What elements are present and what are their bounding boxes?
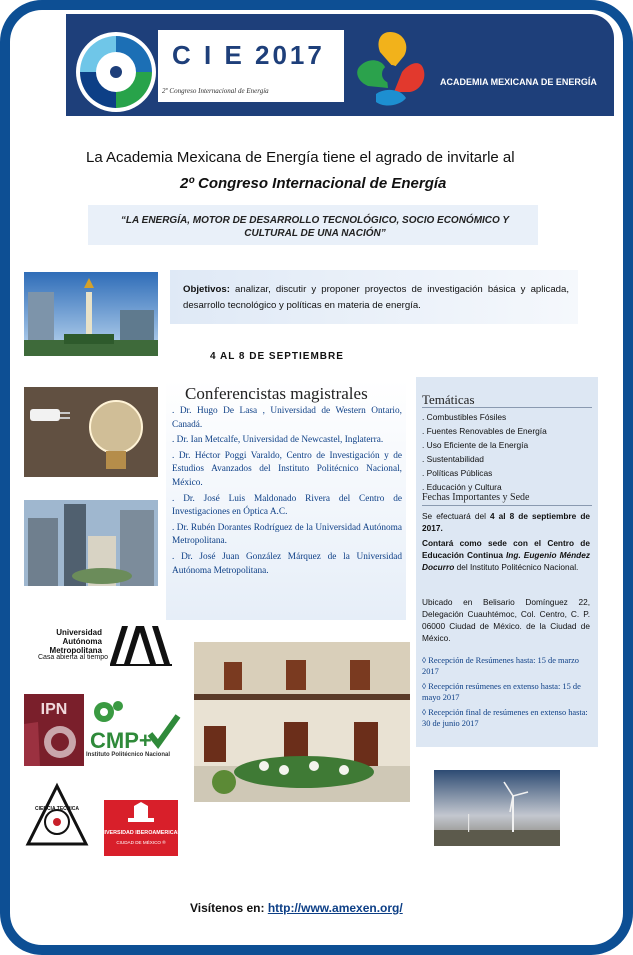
wind-turbines-photo: [434, 770, 560, 846]
cie-swirl-logo: [74, 30, 158, 114]
deadline-item: ◊ Recepción final de resúmenes en extenso hasta: 30 de junio 2017: [422, 707, 588, 729]
topic-item: . Uso Eficiente de la Energía: [422, 440, 529, 450]
topics-title: Temáticas: [422, 392, 475, 407]
motto: [100, 214, 530, 240]
cmp-logo-text: CMP+: [90, 728, 152, 753]
held-prefix: Se efectuará del: [422, 511, 490, 521]
speaker-item: . Dr. Rubén Dorantes Rodríguez de la Universidad Autónoma Metropolitana.: [172, 522, 402, 547]
event-subtitle: 2º Congreso Internacional de Energía: [162, 87, 269, 95]
uam-logo: [108, 624, 174, 666]
ct-logo-text: CIENCIA TECNICA: [35, 806, 79, 812]
speakers-list: [172, 405, 402, 580]
courtyard-photo: [194, 642, 410, 802]
dates-divider: [422, 505, 592, 506]
ibero-city: CIUDAD DE MÉXICO ®: [116, 840, 166, 845]
speaker-item: . Dr. Ian Metcalfe, Universidad de Newcastel, Inglaterra.: [172, 435, 384, 446]
topics-list: [422, 410, 547, 494]
amexen-triangle-logo: [350, 28, 432, 110]
topic-item: . Combustibles Fósiles: [422, 412, 507, 422]
important-dates-title: Fechas Importantes y Sede: [422, 492, 530, 503]
topic-item: . Políticas Públicas: [422, 468, 493, 478]
topic-item: . Fuentes Renovables de Energía: [422, 426, 547, 436]
address-text: Ubicado en Belisario Domínguez 22, Delegación Cuauhtémoc, Col. Centro, C. P. 06000 Ciudad de México. de la Ciudad de México.: [422, 597, 590, 643]
speaker-item: . Dr. José Luis Maldonado Rivera del Centro de Investigaciones en Óptica A.C.: [172, 493, 402, 518]
footer-visit: [190, 901, 403, 915]
venue-prefix: Contará como sede con el Centro de Educación Continua: [422, 538, 590, 560]
venue-name: Ing. Eugenio Méndez Docurro: [422, 550, 590, 572]
congress-name: 2º Congreso Internacional de Energía: [180, 175, 447, 192]
ipn-logo-text: IPN: [40, 701, 68, 718]
venue-text: [422, 537, 590, 573]
event-dates: 4 AL 8 DE SEPTIEMBRE: [210, 351, 344, 362]
objectives-body: analizar, discutir y proponer proyectos de investigación básica y aplicada, desarrollo tecnológico y políticas en materia de energía.: [183, 284, 569, 311]
ibero-name: UNIVERSIDAD IBEROAMERICANA: [96, 830, 186, 836]
deadline-item: ◊ Recepción resúmenes en extenso hasta: 15 de mayo 2017: [422, 681, 581, 703]
event-title: C I E 2017: [172, 40, 325, 70]
speaker-item: . Dr. Héctor Poggi Varaldo, Centro de Investigación y de Estudios Avanzados del Instituto Politécnico Nacional, México.: [172, 450, 402, 488]
cmp-caption: Instituto Politécnico Nacional: [86, 752, 171, 758]
speaker-item: . Dr. Hugo De Lasa , Universidad de Western Ontario, Canadá.: [172, 406, 402, 430]
ibero-emblem: [96, 800, 186, 856]
light-bulb-photo: [24, 387, 158, 477]
topic-item: . Educación y Cultura: [422, 482, 502, 492]
held-dates-text: [422, 510, 590, 534]
visit-label: Visítenos en:: [190, 901, 268, 915]
motto-line-1: “LA ENERGÍA, MOTOR DE DESARROLLO TECNOLÓGICO, SOCIO ECONÓMICO Y: [120, 215, 510, 226]
ibero-logo: [96, 800, 186, 856]
objectives-label: Objetivos:: [183, 284, 230, 295]
website-link[interactable]: http://www.amexen.org/: [267, 901, 403, 915]
speakers-title: Conferencistas magistrales: [185, 384, 368, 403]
cmp-logo: [88, 694, 180, 760]
topics-divider: [422, 407, 592, 408]
deadline-item: ◊ Recepción de Resúmenes hasta: 15 de marzo 2017: [422, 656, 579, 677]
plaza-photo: [24, 500, 158, 586]
ipn-logo: [24, 694, 84, 766]
held-dates: 4 al 8 de septiembre de 2017.: [422, 511, 590, 533]
uam-name: Universidad Autónoma Metropolitana: [49, 628, 102, 655]
venue-suffix: del Instituto Politécnico Nacional.: [454, 562, 579, 572]
invitation-text: La Academia Mexicana de Energía tiene el agrado de invitarle al: [86, 149, 515, 166]
ciencia-tecnica-logo: [26, 784, 88, 848]
objectives-text: [183, 282, 569, 314]
topic-item: . Sustentabilidad: [422, 454, 484, 464]
speaker-item: . Dr. José Juan González Márquez de la Universidad Autónoma Metropolitana.: [172, 551, 402, 576]
motto-line-2: CULTURAL DE UNA NACIÓN”: [244, 228, 386, 239]
deadlines-list: [422, 655, 594, 732]
city-angel-photo: [24, 272, 158, 356]
uam-tagline: Casa abierta al tiempo: [37, 654, 108, 661]
academia-label: ACADEMIA MEXICANA DE ENERGÍA: [440, 77, 597, 87]
